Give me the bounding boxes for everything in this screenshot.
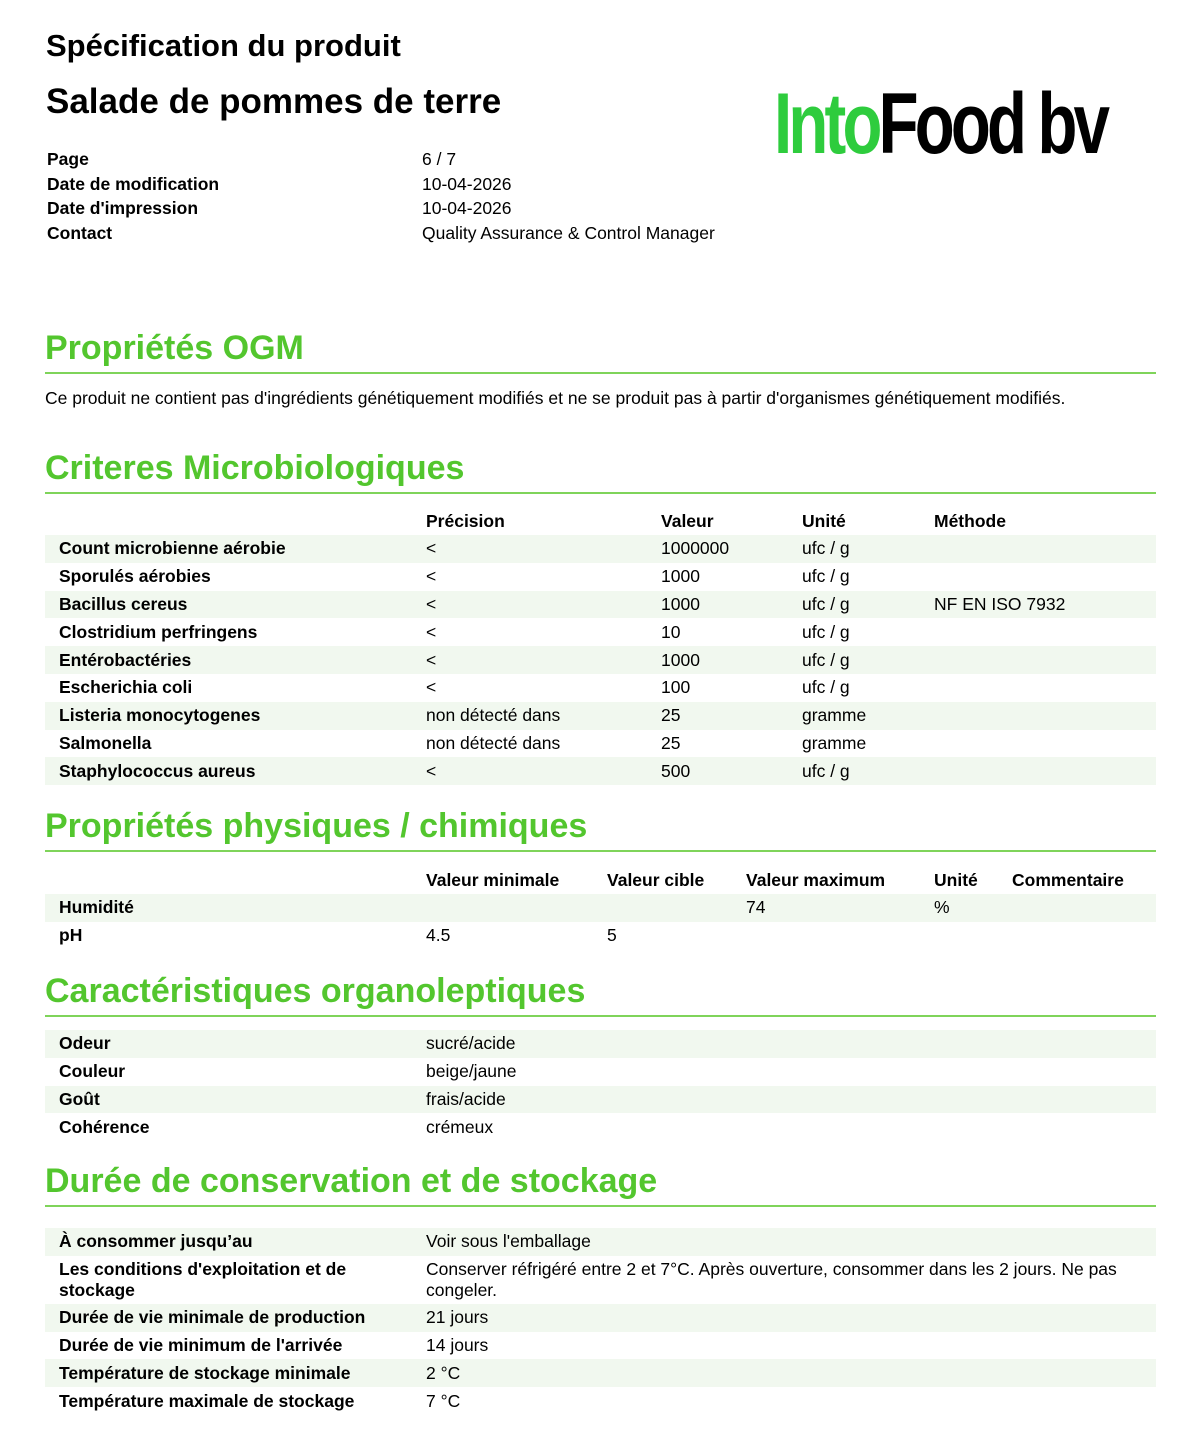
table-row [45,730,1156,758]
cell-value: 14 jours [426,1334,489,1355]
cell-unit: ufc / g [802,646,934,674]
col-header-name [45,507,426,535]
section-divider [45,492,1156,494]
section-divider [45,372,1156,374]
col-header-target: Valeur cible [607,869,705,890]
meta-label: Date d'impression [47,198,199,219]
organoleptic-table [45,1030,1156,1141]
meta-row-printed [47,196,787,221]
table-row [45,1387,1156,1415]
cell-target [607,894,746,922]
cell-name: Couleur [59,1061,126,1082]
cell-method [934,730,1156,758]
table-row [45,1058,1156,1086]
cell-method [934,702,1156,730]
table-row [45,894,1156,922]
cell-value: 2 °C [426,1359,1156,1387]
cell-unit: % [934,894,1012,922]
cell-unit: ufc / g [802,566,850,587]
cell-method [934,563,1156,591]
cell-name: Entérobactéries [45,646,426,674]
col-header-method: Méthode [934,510,1006,531]
meta-label: Date de modification [47,173,220,194]
cell-precision: < [426,677,437,698]
cell-unit: gramme [802,732,867,753]
cell-unit: gramme [802,702,934,730]
cell-unit [934,922,1012,950]
cell-comment [1012,922,1156,950]
meta-row-modified [47,172,787,197]
table-header-row [45,866,1156,894]
table-row [45,1256,1156,1304]
cell-name: Durée de vie minimum de l'arrivée [59,1334,343,1355]
section-microbiology [45,448,1156,494]
cell-method [934,646,1156,674]
table-row [45,646,1156,674]
storage-table [45,1228,1156,1415]
logo-text-into: Into [774,76,879,172]
section-divider [45,850,1156,852]
table-row [45,563,1156,591]
meta-label: Contact [47,222,113,243]
document-meta [47,147,787,246]
cell-precision: < [426,591,661,619]
cell-value: 100 [661,677,691,698]
cell-unit: ufc / g [802,621,850,642]
document-title: Spécification du produit [46,28,401,63]
cell-method [934,757,1156,785]
cell-name: Température maximale de stockage [59,1390,355,1411]
meta-value: 10-04-2026 [422,173,512,194]
table-row [45,591,1156,619]
cell-name: Clostridium perfringens [59,621,258,642]
cell-name: Humidité [45,894,426,922]
col-header-value: Valeur [661,510,714,531]
table-row [45,1113,1156,1141]
cell-name: Cohérence [59,1116,150,1137]
table-row [45,535,1156,563]
cell-method: NF EN ISO 7932 [934,591,1156,619]
cell-name: Sporulés aérobies [59,566,211,587]
table-row [45,1086,1156,1114]
cell-unit: ufc / g [802,591,934,619]
section-organoleptic [45,971,1156,1017]
cell-value: Conserver réfrigéré entre 2 et 7°C. Après ouverture, consommer dans les 2 jours. Ne pas congeler. [426,1258,1117,1300]
cell-max: 74 [746,894,934,922]
cell-precision: non détecté dans [426,732,561,753]
table-row [45,1359,1156,1387]
section-physchem [45,806,1156,852]
cell-name: Les conditions d'exploitation et de stockage [59,1258,347,1300]
cell-precision: < [426,621,437,642]
cell-value: 1000 [661,591,802,619]
cell-name: Bacillus cereus [45,591,426,619]
cell-value: 25 [661,732,681,753]
cell-name: Température de stockage minimale [45,1359,426,1387]
table-row [45,1304,1156,1332]
cell-name: Listeria monocytogenes [45,702,426,730]
cell-value: 21 jours [426,1304,1156,1332]
section-ogm [45,328,1156,374]
cell-name: pH [59,925,83,946]
cell-name: Staphylococcus aureus [45,757,426,785]
cell-value: Voir sous l'emballage [426,1228,1156,1256]
cell-unit: ufc / g [802,677,850,698]
cell-value: crémeux [426,1116,494,1137]
meta-label: Page [47,148,89,169]
ogm-statement: Ce produit ne contient pas d'ingrédients génétiquement modifiés et ne se produit pas à partir d'organismes génétiquement modifiés. [45,388,1066,408]
cell-value: 25 [661,702,802,730]
cell-value: 7 °C [426,1390,461,1411]
cell-name: Escherichia coli [59,677,193,698]
section-title: Propriétés physiques / chimiques [45,807,588,845]
cell-value: 10 [661,621,681,642]
section-divider [45,1205,1156,1207]
table-row [45,674,1156,702]
logo-text-food: Food bv [878,76,1107,172]
product-name: Salade de pommes de terre [46,82,502,121]
cell-name: À consommer jusqu’au [45,1228,426,1256]
table-row [45,702,1156,730]
cell-precision: non détecté dans [426,702,661,730]
cell-value: frais/acide [426,1086,1156,1114]
section-title: Durée de conservation et de stockage [45,1162,658,1200]
cell-name: Odeur [45,1030,426,1058]
cell-unit: ufc / g [802,757,934,785]
table-row [45,757,1156,785]
cell-method [934,618,1156,646]
physchem-table [45,866,1156,950]
table-row [45,1228,1156,1256]
col-header-max: Valeur maximum [746,869,886,890]
cell-value: 500 [661,757,802,785]
col-header-precision: Précision [426,510,505,531]
cell-value: 1000000 [661,535,802,563]
section-title: Caractéristiques organoleptiques [45,972,586,1010]
cell-precision: < [426,646,661,674]
meta-value: Quality Assurance & Control Manager [422,222,715,243]
col-header-comment: Commentaire [1012,869,1124,890]
cell-value: sucré/acide [426,1030,1156,1058]
cell-name: Count microbienne aérobie [45,535,426,563]
cell-comment [1012,894,1156,922]
microbiology-table [45,507,1156,785]
meta-value: 6 / 7 [422,148,457,169]
meta-row-page [47,147,787,172]
section-divider [45,1015,1156,1017]
cell-name: Durée de vie minimale de production [45,1304,426,1332]
col-header-unit: Unité [802,510,846,531]
cell-method [934,535,1156,563]
cell-name: Salmonella [59,732,152,753]
cell-precision: < [426,566,437,587]
section-title: Propriétés OGM [45,329,304,367]
col-header-unit: Unité [934,869,978,890]
cell-precision: < [426,757,661,785]
meta-value: 10-04-2026 [422,198,512,219]
section-storage [45,1161,1156,1207]
table-row [45,1030,1156,1058]
table-header-row [45,507,1156,535]
cell-value: 1000 [661,646,802,674]
cell-name: Goût [45,1086,426,1114]
section-title: Criteres Microbiologiques [45,449,465,487]
cell-max [746,922,934,950]
cell-unit: ufc / g [802,535,934,563]
table-row [45,618,1156,646]
company-logo [774,74,1106,174]
cell-value: 1000 [661,566,700,587]
table-row [45,1332,1156,1360]
cell-method [934,674,1156,702]
cell-precision: < [426,535,661,563]
col-header-name [45,866,426,894]
cell-min [426,894,607,922]
cell-target: 5 [607,925,617,946]
meta-row-contact [47,221,787,246]
cell-value: beige/jaune [426,1061,517,1082]
col-header-min: Valeur minimale [426,869,560,890]
cell-min: 4.5 [426,925,451,946]
table-row [45,922,1156,950]
